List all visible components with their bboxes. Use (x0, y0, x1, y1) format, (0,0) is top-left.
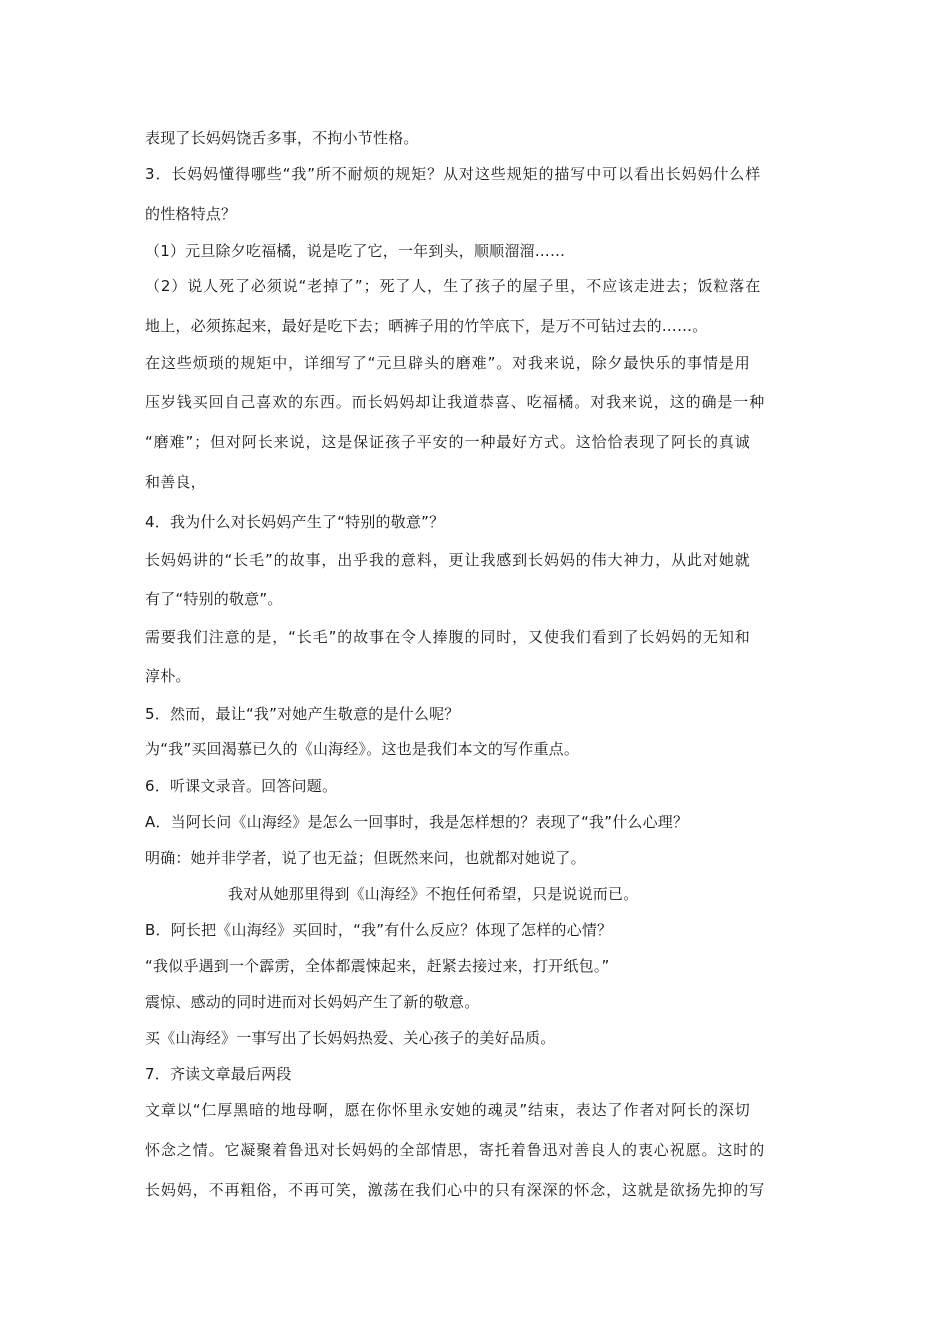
text-line: 在这些烦琐的规矩中，详细写了“元旦辟头的磨难”。对我来说，除夕最快乐的事情是用 (145, 354, 751, 372)
sub-question-b: B．阿长把《山海经》买回时，“我”有什么反应？体现了怎样的心情？ (145, 921, 613, 939)
text-line: 淳朴。 (145, 667, 191, 685)
text-line: 压岁钱买回自己喜欢的东西。而长妈妈却让我道恭喜、吃福橘。对我来说，这的确是一种 (145, 393, 766, 411)
quote-line: “我似乎遇到一个霹雳，全体都震悚起来，赶紧去接过来，打开纸包。” (145, 957, 610, 975)
answer-line: 我对从她那里得到《山海经》不抱任何希望，只是说说而已。 (228, 885, 639, 903)
text-line: 长妈妈讲的“长毛”的故事，出乎我的意料，更让我感到长妈妈的伟大神力，从此对她就 (145, 551, 751, 569)
answer-line: 震惊、感动的同时进而对长妈妈产生了新的敬意。 (145, 993, 480, 1011)
text-line: 和善良， (145, 473, 206, 491)
text-line: 表现了长妈妈饶舌多事，不拘小节性格。 (145, 129, 419, 147)
sub-question-a: A．当阿长问《山海经》是怎么一回事时，我是怎样想的？表现了“我”什么心理？ (145, 813, 689, 831)
question-6: 6．听课文录音。回答问题。 (145, 777, 338, 795)
text-line: 需要我们注意的是，“长毛”的故事在令人捧腹的同时，又使我们看到了长妈妈的无知和 (145, 628, 751, 646)
question-7: 7．齐读文章最后两段 (145, 1065, 292, 1083)
text-line: “磨难”；但对阿长来说，这是保证孩子平安的一种最好方式。这恰恰表现了阿长的真诚 (145, 433, 751, 451)
list-item: （2）说人死了必须说“老掉了”；死了人，生了孩子的屋子里，不应该走进去；饭粒落在 (145, 277, 762, 295)
text-line: 有了“特别的敬意”。 (145, 590, 283, 608)
question-4: 4．我为什么对长妈妈产生了“特别的敬意”？ (145, 513, 445, 531)
text-line: 怀念之情。它凝聚着鲁迅对长妈妈的全部情思，寄托着鲁迅对善良人的衷心祝愿。这时的 (145, 1141, 766, 1159)
answer-line: 买《山海经》一事写出了长妈妈热爱、关心孩子的美好品质。 (145, 1029, 556, 1047)
text-line: 的性格特点？ (145, 205, 237, 223)
text-line: 文章以“仁厚黑暗的地母啊，愿在你怀里永安她的魂灵”结束，表达了作者对阿长的深切 (145, 1101, 751, 1119)
question-5: 5．然而，最让“我”对她产生敬意的是什么呢？ (145, 705, 460, 723)
text-line: 为“我”买回渴慕已久的《山海经》。这也是我们本文的写作重点。 (145, 740, 580, 758)
list-item: （1）元旦除夕吃福橘，说是吃了它，一年到头，顺顺溜溜…… (145, 242, 566, 260)
question-3: 3．长妈妈懂得哪些“我”所不耐烦的规矩？从对这些规矩的描写中可以看出长妈妈什么样 (145, 165, 762, 183)
text-line: 地上，必须拣起来，最好是吃下去；晒裤子用的竹竿底下，是万不可钻过去的……。 (145, 317, 708, 335)
text-line: 长妈妈，不再粗俗，不再可笑，激荡在我们心中的只有深深的怀念，这就是欲扬先抑的写 (145, 1181, 766, 1199)
answer-line: 明确：她并非学者，说了也无益；但既然来问，也就都对她说了。 (145, 849, 586, 867)
